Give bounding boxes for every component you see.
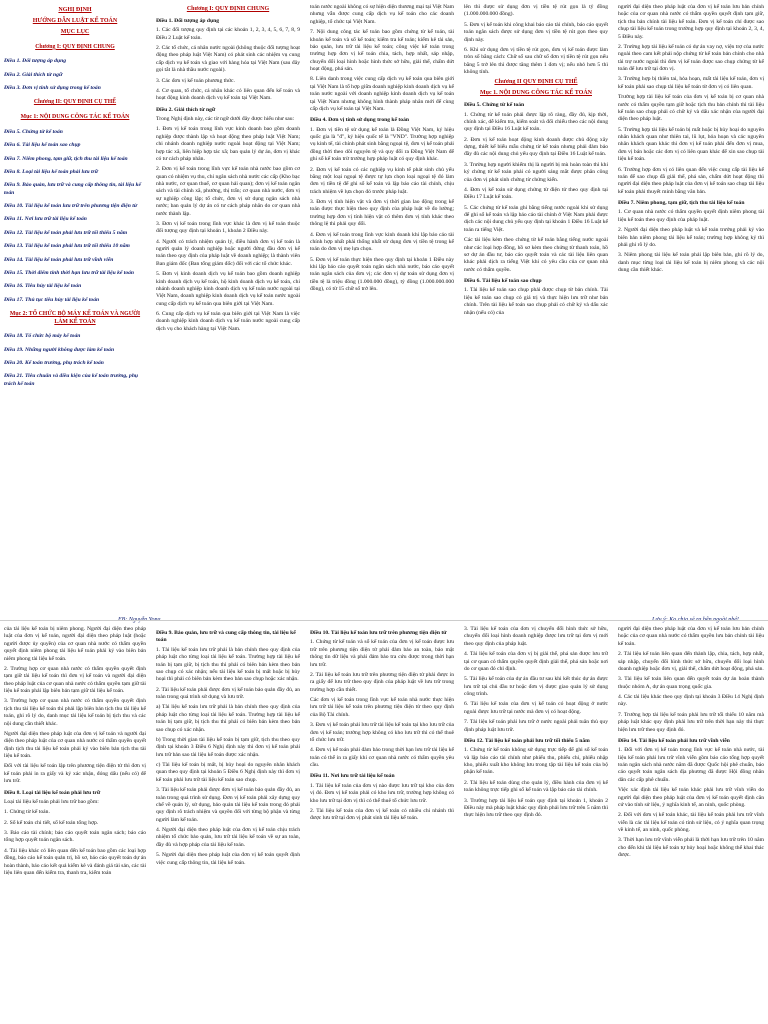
- article-heading: Điều 7. Niêm phong, tạm giữ, tịch thu tài liệu kế toán: [618, 200, 745, 206]
- paragraph: 3. Trường hợp cơ quan nhà nước có thẩm quyền quyết định tịch thu tài liệu kế toán thì phải lập biên bản tịch thu tài liệu kế toán, ghi rõ lý do, danh mục tài liệu kế toán bị tịch thu và các nội dung cần thiết khác.: [4, 698, 146, 727]
- toc-item[interactable]: Điều 9. Bảo quản, lưu trữ và cung cấp thông tin, tài liệu kế toán: [4, 182, 141, 196]
- paragraph: 5. Đơn vị kế toán khi công khai báo cáo tài chính, báo cáo quyết toán ngân sách được sử dụng đơn vị tiền tệ rút gọn theo quy định này.: [464, 21, 608, 43]
- paragraph: 2. Các tổ chức, cá nhân nước ngoài (không thuộc đối tượng hoạt động theo pháp luật Việt Nam) có phát sinh các nhiệm vụ cung cấp dịch vụ kế toán và giao với hàng hóa tại Việt Nam (sau đây gọi tắt là nhà thầu nước ngoài).: [156, 45, 300, 74]
- paragraph: 1. Đối với đơn vị kế toán trong lĩnh vực kế toán nhà nước, tài liệu kế toán phải lưu trữ vĩnh viễn gồm báo cáo tổng hợp quyết toán ngân sách nhà nước năm đã được Quốc hội phê chuẩn, báo cáo quyết toán ngân sách địa phương đã được Hội đồng nhân dân các cấp phê chuẩn.: [618, 747, 764, 783]
- paragraph: 1. Tài liệu kế toán lưu trữ phải là bản chính theo quy định của pháp luật cho từng loại tài liệu kế toán. Trường hợp tài liệu kế toán bị tạm giữ, bị tịch thu thì phải có biên bản kèm theo bản sao chụp có xác nhận; nếu tài liệu kế toán bị mất hoặc bị hủy hoại thì phải có biên bản kèm theo bản sao chụp hoặc xác nhận.: [156, 646, 300, 683]
- paragraph: 3. Báo cáo tài chính; báo cáo quyết toán ngân sách; báo cáo tổng hợp quyết toán ngân sách.: [4, 830, 146, 844]
- table-of-contents: [4, 4, 146, 610]
- paragraph: 2. Tài liệu kế toán lưu trữ trên phương tiện điện tử phải được in ra giấy để lưu trữ theo quy định của pháp luật về lưu trữ trong trường hợp cần thiết.: [310, 671, 454, 693]
- toc-item[interactable]: Điều 3. Đơn vị tính sử dụng trong kế toán: [4, 85, 101, 92]
- paragraph: 7. Tài liệu kế toán phải lưu trữ ở nước ngoài phải tuân thủ quy định pháp luật lưu trữ.: [464, 719, 608, 733]
- lower-page: [0, 622, 768, 1024]
- paragraph: 2. Người đại diện theo pháp luật và kế toán trưởng phải ký vào biên bản niêm phong tài liệu kế toán; trường hợp không ký thì phải ghi rõ lý do.: [618, 227, 764, 248]
- chapter-heading: Chương II QUY ĐỊNH CỤ THỂ: [494, 79, 578, 86]
- paragraph: 4. Đơn vị kế toán phải đảm bảo trong thời hạn lưu trữ tài liệu kế toán có thể in ra giấy khi cơ quan nhà nước có thẩm quyền yêu cầu.: [310, 747, 454, 768]
- paragraph: a) Tài liệu kế toán lưu trữ phải là bản chính theo quy định của pháp luật cho từng loại tài liệu kế toán. Trường hợp tài liệu kế toán bị tạm giữ, bị tịch thu thì phải có biên bản kèm theo bản sao chụp có xác nhận.: [156, 704, 300, 733]
- section-heading: Mục 1. NỘI DUNG CÔNG TÁC KẾ TOÁN: [479, 90, 592, 97]
- toc-chapter-1: Chương I: QUY ĐỊNH CHUNG: [35, 43, 115, 50]
- paragraph: 2. Trường hợp tài liệu kế toán có dự án vay nợ, viện trợ của nước ngoài theo cam kết phải nộp chứng từ kế toán bản chính cho nhà tài trợ nước ngoài thì đơn vị kế toán được sao chụp chứng từ kế toán để lưu trữ tại đơn vị.: [618, 43, 764, 72]
- article-heading: Điều 6. Tài liệu kế toán sao chụp: [464, 278, 542, 285]
- paragraph: 5. Trường hợp tài liệu kế toán bị mất hoặc bị hủy hoại do nguyên nhân khách quan như thiên tai, lũ lụt, hỏa hoạn và các nguyên nhân khách quan khác thì đơn vị kế toán phải đến đơn vị mua, đơn vị bán hoặc các đơn vị có liên quan khác để xin sao chụp tài liệu kế toán.: [618, 126, 764, 163]
- paragraph: 2. Đơn vị kế toán hoạt động kinh doanh được chủ động xây dựng, thiết kế biểu mẫu chứng từ kế toán nhưng phải đảm bảo đầy đủ các nội dung chủ yếu quy định tại Điều 16 Luật kế toán.: [464, 136, 608, 158]
- toc-title-1: NGHỊ ĐỊNH: [58, 7, 92, 13]
- column-4: [464, 626, 608, 1022]
- column-2: [156, 4, 300, 610]
- paragraph: Người đại diện theo pháp luật của đơn vị kế toán và người đại diện theo pháp luật của cơ quan nhà nước có thẩm quyền quyết định tịch thu tài liệu kế toán phải ký vào biên bản tịch thu tài liệu kế toán.: [4, 730, 146, 759]
- toc-item[interactable]: Điều 14. Tài liệu kế toán phải lưu trữ vĩnh viễn: [4, 256, 114, 263]
- article-heading: Điều 11. Nơi lưu trữ tài liệu kế toán: [310, 773, 395, 780]
- paragraph: 2. Trường hợp cơ quan nhà nước có thẩm quyền quyết định tạm giữ tài liệu kế toán thì đơn vị kế toán và người đại diện theo pháp luật của cơ quan nhà nước có thẩm quyền tạm giữ tài liệu kế toán phải lập biên bản tạm giữ tài liệu kế toán.: [4, 665, 146, 694]
- paragraph: 3. Tài liệu kế toán của đơn vị chuyển đổi hình thức sở hữu, chuyển đổi loại hình doanh nghiệp được lưu trữ tại đơn vị mới theo quy định của pháp luật.: [464, 626, 608, 647]
- paragraph: 3. Tài liệu kế toán phải được đơn vị kế toán bảo quản đầy đủ, an toàn trong quá trình sử dụng. Đơn vị kế toán phải xây dựng quy chế về quản lý, sử dụng, bảo quản tài liệu kế toán trong đó phải quy định rõ trách nhiệm và quyền đối với từng bộ phận và từng người làm kế toán.: [156, 787, 300, 823]
- toc-item[interactable]: Điều 20. Kế toán trưởng, phụ trách kế toán: [4, 360, 104, 367]
- article-heading: Điều 1. Đối tượng áp dụng: [156, 17, 220, 24]
- paragraph: 3. Niêm phong tài liệu kế toán phải lập biên bản, ghi rõ lý do, danh mục từng loại tài liệu kế toán bị niêm phong và các nội dung cần thiết khác.: [618, 252, 764, 273]
- paragraph: 2. Tài liệu kế toán dùng cho quản lý, điều hành của đơn vị kế toán không trực tiếp ghi sổ kế toán và lập báo cáo tài chính.: [464, 779, 608, 794]
- paragraph: 1. Đơn vị tiền tệ sử dụng kế toán là Đồng Việt Nam, ký hiệu quốc gia là "đ", ký hiệu quốc tế là "VND". Trường hợp nghiệp vụ kinh tế, tài chính phát sinh bằng ngoại tệ, đơn vị kế toán phải đồng thời theo dõi nguyên tệ và quy đổi ra Đồng Việt Nam để ghi sổ kế toán trừ trường hợp pháp luật có quy định khác.: [310, 126, 454, 163]
- paragraph: Các đơn vị kế toán trong lĩnh vực kế toán nhà nước thực hiện lưu trữ tài liệu kế toán trên phương tiện điện tử theo quy định của Bộ Tài chính.: [310, 697, 454, 718]
- article-heading: Điều 8. Loại tài liệu kế toán phải lưu trữ: [4, 789, 101, 796]
- paragraph: 3. Đơn vị kế toán trong lĩnh vực khác là đơn vị kế toán thuộc đối tượng quy định tại khoản 1, khoản 2 Điều này.: [156, 220, 300, 235]
- paragraph: 2. Tài liệu kế toán phải được đơn vị kế toán bảo quản đầy đủ, an toàn trong quá trình sử dụng và lưu trữ.: [156, 686, 300, 700]
- column-5: [618, 626, 764, 1022]
- paragraph: Trong Nghị định này, các từ ngữ dưới đây được hiểu như sau:: [156, 116, 295, 123]
- paragraph: 5. Đơn vị kinh doanh dịch vụ kế toán bao gồm doanh nghiệp kinh doanh dịch vụ kế toán, hộ kinh doanh dịch vụ kế toán, chi nhánh doanh nghiệp kinh doanh dịch vụ kế toán nước ngoài tại Việt Nam, doanh nghiệp kinh doanh dịch vụ kế toán nước ngoài cung cấp dịch vụ kế toán qua biên giới tại Việt Nam.: [156, 271, 300, 307]
- paragraph: 6. Khi sử dụng đơn vị tiền tệ rút gọn, đơn vị kế toán được làm tròn số bằng cách: Chữ số sau chữ số đơn vị tiền tệ rút gọn nếu bằng 5 trở lên thì được tăng thêm 1 đơn vị; nếu nhỏ hơn 5 thì không tính.: [464, 46, 608, 75]
- toc-item[interactable]: Điều 7. Niêm phong, tạm giữ, tịch thu tài liệu kế toán: [4, 155, 128, 162]
- toc-item[interactable]: Điều 17. Thủ tục tiêu hủy tài liệu kế toán: [4, 296, 100, 303]
- toc-item[interactable]: Điều 2. Giải thích từ ngữ: [4, 71, 63, 78]
- paragraph: 7. Trường hợp tài liệu kế toán phải lưu trữ tối thiểu 10 năm mà pháp luật khác quy định phải lưu trữ trên thời hạn này thì thực hiện lưu trữ theo quy định đó.: [618, 711, 764, 733]
- paragraph: 3. Đơn vị kế toán phải lưu trữ tài liệu kế toán tại kho lưu trữ của đơn vị kế toán; trường hợp không có kho lưu trữ thì có thể thuê tổ chức lưu trữ.: [310, 722, 454, 743]
- toc-item[interactable]: Điều 21. Tiêu chuẩn và điều kiện của kế toán trưởng, phụ trách kế toán: [4, 373, 139, 387]
- paragraph: 3. Đơn vị tính hiện vật và đơn vị thời gian lao động trong kế toán được thực hiện theo quy định của pháp luật về đo lường; trường hợp đơn vị tính hiện vật có thêm đơn vị tính khác theo thông lệ thì phải quy đổi.: [310, 199, 454, 228]
- paragraph: 5. Người đại diện theo pháp luật của đơn vị kế toán quyết định việc cung cấp thông tin, tài liệu kế toán.: [156, 852, 300, 866]
- paragraph: 2. Đối với đơn vị kế toán khác, tài liệu kế toán phải lưu trữ vĩnh viễn là các tài liệu kế toán có tính sử liệu, có ý nghĩa quan trọng về kinh tế, an ninh, quốc phòng.: [618, 812, 764, 833]
- article-heading: Điều 5. Chứng từ kế toán: [464, 102, 525, 109]
- article-heading: Điều 10. Tài liệu kế toán lưu trữ trên phương tiện điện tử: [310, 630, 447, 636]
- paragraph: 7. Nội dung công tác kế toán bao gồm chứng từ kế toán, tài khoản kế toán và sổ kế toán; kiểm tra kế toán; kiểm kê tài sản, bảo quản, lưu trữ tài liệu kế toán; công việc kế toán trong trường hợp đơn vị kế toán chia, tách, hợp nhất, sáp nhập, chuyển đổi loại hình hoặc hình thức sở hữu, giải thể, chấm dứt hoạt động, phá sản.: [310, 29, 454, 72]
- paragraph: 3. Tài liệu kế toán liên quan đến quyết toán dự án hoàn thành thuộc nhóm A, dự án quan trọng quốc gia.: [618, 676, 764, 690]
- paragraph: 5. Các chứng từ kế toán ghi bằng tiếng nước ngoài khi sử dụng để ghi sổ kế toán và lập báo cáo tài chính ở Việt Nam phải được dịch các nội dung chủ yếu quy định tại khoản 1 Điều 16 Luật kế toán ra tiếng Việt.: [464, 204, 608, 233]
- paragraph: Việc xác định tài liệu kế toán khác phải lưu trữ vĩnh viễn do người đại diện theo pháp luật của đơn vị kế toán quyết định căn cứ vào tính sử liệu, ý nghĩa kinh tế, an ninh, quốc phòng.: [618, 787, 764, 808]
- paragraph: b) Trong thời gian tài liệu kế toán bị tạm giữ, tịch thu theo quy định tại khoản 3 Điều 6 Nghị định này thì đơn vị kế toán phải lưu trữ bản sao tài liệu kế toán được xác nhận.: [156, 736, 300, 758]
- paragraph: 1. Tài liệu kế toán sao chụp phải được chụp từ bản chính. Tài liệu kế toán sao chụp có giá trị và thực hiện lưu trữ như bản chính. Trên tài liệu kế toán sao chụp phải có chữ ký và dấu xác nhận (nếu có) của: [464, 287, 608, 316]
- paragraph: Trường hợp tài liệu kế toán của đơn vị kế toán bị cơ quan nhà nước có thẩm quyền tạm giữ hoặc tịch thu bản chính thì tài liệu kế toán sao chụp phải có chữ ký và dấu xác nhận của người đại diện theo pháp luật.: [618, 94, 764, 123]
- toc-chapter-2: Chương II: QUY ĐỊNH CỤ THỂ: [33, 99, 117, 106]
- paragraph: 4. Người có trách nhiệm quản lý, điều hành đơn vị kế toán là người quản lý doanh nghiệp hoặc người đứng đầu đơn vị kế toán theo quy định của pháp luật về doanh nghiệp; là thành viên Ban giám đốc (Ban tổng giám đốc) đối với các tổ chức khác.: [156, 238, 300, 267]
- paragraph: 4. Người đại diện theo pháp luật của đơn vị kế toán chịu trách nhiệm tổ chức bảo quản, lưu trữ tài liệu kế toán về sự an toàn, đầy đủ và hợp pháp của tài liệu kế toán.: [156, 827, 300, 848]
- paragraph: 5. Đơn vị kế toán thực hiện theo quy định tại khoản 1 Điều này khi lập báo cáo quyết toán ngân sách nhà nước, báo cáo quyết toán ngân sách của đơn vị; các đơn vị dự toán sử dụng đơn vị tiền tệ là triệu đồng (1.000.000 đồng), tỷ đồng (1.000.000.000 đồng), có từ 15 chữ số trở lên.: [310, 256, 454, 293]
- article-heading: Điều 9. Bảo quản, lưu trữ và cung cấp thông tin, tài liệu kế toán: [156, 630, 296, 644]
- paragraph: của tài liệu kế toán bị niêm phong. Người đại diện theo pháp luật của đơn vị kế toán, người đại diện theo pháp luật (hoặc người được ủy quyền) của cơ quan nhà nước có thẩm quyền quyết định niêm phong tài liệu kế toán phải ký vào biên bản niêm phong tài liệu kế toán.: [4, 626, 146, 662]
- article-heading: Điều 4. Đơn vị tính sử dụng trong kế toán: [310, 117, 409, 124]
- paragraph: 1. Đơn vị kế toán trong lĩnh vực kinh doanh bao gồm doanh nghiệp được thành lập và hoạt động theo pháp luật Việt Nam; chi nhánh doanh nghiệp nước ngoài hoạt động tại Việt Nam; hợp tác xã, liên hiệp hợp tác xã; ban quản lý dự án, đơn vị khác có tư cách pháp nhân.: [156, 126, 300, 162]
- toc-item[interactable]: Điều 10. Tài liệu kế toán lưu trữ trên phương tiện điện tử: [4, 203, 138, 210]
- paragraph: toán nước ngoài không có sự hiện diện thương mại tại Việt Nam nhưng vẫn được cung cấp dịch vụ kế toán cho các doanh nghiệp, tổ chức tại Việt Nam.: [310, 4, 454, 25]
- toc-item[interactable]: Điều 13. Tài liệu kế toán phải lưu trữ tối thiểu 10 năm: [4, 243, 130, 250]
- toc-section-2: Mục 2: TỔ CHỨC BỘ MÁY KẾ TOÁN VÀ NGƯỜI LÀM KẾ TOÁN: [9, 311, 141, 325]
- paragraph: 6. Cung cấp dịch vụ kế toán qua biên giới tại Việt Nam là việc doanh nghiệp kinh doanh dịch vụ kế toán nước ngoài cung cấp dịch vụ cho khách hàng tại Việt Nam.: [156, 311, 300, 332]
- toc-item[interactable]: Điều 5. Chứng từ kế toán: [4, 128, 63, 135]
- paragraph: 1. Chứng từ kế toán và sổ kế toán của đơn vị kế toán được lưu trữ trên phương tiện điện tử phải đảm bảo an toàn, bảo mật thông tin dữ liệu và phải đảm bảo tra cứu được trong thời hạn lưu trữ.: [310, 639, 454, 668]
- paragraph: c) Tài liệu kế toán bị mất, bị hủy hoại do nguyên nhân khách quan theo quy định tại khoản 5 Điều 6 Nghị định này thì đơn vị kế toán phải lưu trữ tài liệu kế toán sao chụp.: [156, 762, 300, 783]
- paragraph: Các tài liệu kèm theo chứng từ kế toán bằng tiếng nước ngoài như các loại hợp đồng, hồ sơ kèm theo chứng từ thanh toán, hồ sơ dự án đầu tư, báo cáo quyết toán và các tài liệu liên quan khác phải dịch ra tiếng Việt khi có yêu cầu của cơ quan nhà nước có thẩm quyền.: [464, 237, 608, 273]
- paragraph: 4. Tài liệu khác có liên quan đến kế toán bao gồm các loại hợp đồng, báo cáo kế toán quản trị, hồ sơ, báo cáo quyết toán dự án hoàn thành, báo cáo kết quả kiểm kê và đánh giá tài sản, các tài liệu liên quan đến kiểm tra, thanh tra, kiểm toán: [4, 847, 146, 876]
- toc-item[interactable]: Điều 15. Thời điểm tính thời hạn lưu trữ tài liệu kế toán: [4, 269, 135, 276]
- paragraph: 3. Trường hợp tài liệu kế toán quy định tại khoản 1, khoản 2 Điều này mà pháp luật khác quy định phải lưu trữ trên 5 năm thì thực hiện lưu trữ theo quy định đó.: [464, 797, 608, 819]
- paragraph: 4. Các tài liệu khác theo quy định tại khoản 3 Điều 14 Nghị định này.: [618, 694, 764, 708]
- toc-item[interactable]: Điều 16. Tiêu hủy tài liệu kế toán: [4, 283, 82, 290]
- toc-title-2: HƯỚNG DẪN LUẬT KẾ TOÁN: [32, 17, 118, 24]
- paragraph: lên thì được sử dụng đơn vị tiền tệ rút gọn là tỷ đồng (1.000.000.000 đồng).: [464, 4, 608, 18]
- toc-item[interactable]: Điều 12. Tài liệu kế toán phải lưu trữ tối thiểu 5 năm: [4, 229, 128, 236]
- column-5: [618, 4, 764, 610]
- toc-item[interactable]: Điều 18. Tổ chức bộ máy kế toán: [4, 333, 81, 340]
- paragraph: 1. Chứng từ kế toán không sử dụng trực tiếp để ghi sổ kế toán và lập báo cáo tài chính như phiếu thu, phiếu chi, phiếu nhập kho, phiếu xuất kho không lưu trong tập tài liệu kế toán của bộ phận kế toán.: [464, 747, 608, 776]
- article-heading: Điều 14. Tài liệu kế toán phải lưu trữ vĩnh viễn: [618, 737, 730, 744]
- column-1: [4, 626, 146, 1022]
- paragraph: 6. Trường hợp đơn vị có liên quan đến việc cung cấp tài liệu kế toán để sao chụp đã giải thể, phá sản, chấm dứt hoạt động thì người đại diện theo pháp luật của đơn vị kế toán sao chụp tài liệu kế toán phải thuyết minh bằng văn bản.: [618, 166, 764, 195]
- chapter-heading: Chương I: QUY ĐỊNH CHUNG: [186, 6, 270, 12]
- paragraph: 4. Cơ quan, tổ chức, cá nhân khác có liên quan đến kế toán và hoạt động kinh doanh dịch vụ kế toán tại Việt Nam.: [156, 87, 300, 102]
- toc-title-3: MỤC LỤC: [60, 28, 90, 35]
- paragraph: người đại diện theo pháp luật của đơn vị kế toán lưu bản chính hoặc của cơ quan nhà nước có thẩm quyền lưu bản chính tài liệu kế toán.: [618, 626, 764, 647]
- paragraph: 5. Tài liệu kế toán của dự án đầu tư sau khi kết thúc dự án được lưu trữ tại chủ đầu tư hoặc đơn vị được giao quản lý sử dụng công trình.: [464, 676, 608, 697]
- paragraph: 8. Liên danh trong việc cung cấp dịch vụ kế toán qua biên giới tại Việt Nam là tổ hợp giữa doanh nghiệp kinh doanh dịch vụ kế toán nước ngoài với doanh nghiệp kinh doanh dịch vụ kế toán tại Việt Nam nhưng không hình thành pháp nhân mới để cùng cấp dịch vụ kế toán tại Việt Nam.: [310, 76, 454, 112]
- paragraph: 1. Các đối tượng quy định tại các khoản 1, 2, 3, 4, 5, 6, 7, 8, 9 Điều 2 Luật kế toán.: [156, 27, 300, 41]
- paragraph: 4. Đơn vị kế toán trong lĩnh vực kinh doanh khi lập báo cáo tài chính hợp nhất phải thống nhất sử dụng đơn vị tiền tệ trong kế toán do đơn vị mẹ lựa chọn.: [310, 231, 454, 253]
- paragraph: 4. Đơn vị kế toán sử dụng chứng từ điện tử theo quy định tại Điều 17 Luật kế toán.: [464, 186, 608, 201]
- paragraph: 1. Chứng từ kế toán.: [4, 809, 50, 816]
- toc-item[interactable]: Điều 8. Loại tài liệu kế toán phải lưu trữ: [4, 168, 99, 175]
- toc-item[interactable]: Điều 6. Tài liệu kế toán sao chụp: [4, 142, 81, 149]
- paragraph: người đại diện theo pháp luật của đơn vị kế toán lưu bản chính hoặc của cơ quan nhà nước có thẩm quyền quyết định tạm giữ, tịch thu bản chính tài liệu kế toán. Đơn vị kế toán chỉ được sao chụp tài liệu kế toán trong trường hợp quy định tại khoản 2, 3, 4, 5 Điều này.: [618, 4, 764, 40]
- paragraph: Đối với tài liệu kế toán lập trên phương tiện điện tử thì đơn vị kế toán phải in ra giấy và ký xác nhận, đóng dấu (nếu có) để lưu trữ.: [4, 763, 146, 785]
- paragraph: 1. Cơ quan nhà nước có thẩm quyền quyết định niêm phong tài liệu kế toán theo quy định của pháp luật.: [618, 209, 764, 223]
- paragraph: 2. Đơn vị kế toán trong lĩnh vực kế toán nhà nước bao gồm cơ quan có nhiệm vụ thu, chi ngân sách nhà nước các cấp (Kho bạc nhà nước, cơ quan thuế, cơ quan hải quan); đơn vị kế toán ngân sách và tài chính xã, phường, thị trấn; cơ quan nhà nước, đơn vị sự nghiệp công lập; tổ chức, đơn vị sử dụng ngân sách nhà nước; ban quản lý dự án có tư cách pháp nhân do cơ quan nhà nước thành lập.: [156, 166, 300, 217]
- article-heading: Điều 2. Giải thích từ ngữ: [156, 106, 216, 113]
- paragraph: 3. Trường hợp bị thiên tai, hỏa hoạn, mất tài liệu kế toán, đơn vị kế toán phải sao chụp tài liệu kế toán từ đơn vị có liên quan.: [618, 76, 764, 90]
- paragraph: 3. Trường hợp người khiếm thị là người bị mù hoàn toàn thì khi ký chứng từ kế toán phải có người sáng mắt được phân công của đơn vị phát sinh chứng từ chứng kiến.: [464, 161, 608, 183]
- column-2: [156, 626, 300, 1022]
- toc-item[interactable]: Điều 19. Những người không được làm kế toán: [4, 346, 115, 353]
- paragraph: 6. Tài liệu kế toán của đơn vị kế toán có hoạt động ở nước ngoài được lưu trữ tại nước mà đơn vị có hoạt động.: [464, 701, 608, 715]
- paragraph: 2. Tài liệu kế toán của đơn vị kế toán có nhiều chi nhánh thì được lưu trữ tại đơn vị phát sinh tài liệu kế toán.: [310, 807, 454, 822]
- paragraph: 3. Các đơn vị kế toán phương thức.: [156, 77, 235, 84]
- paragraph: 2. Đơn vị kế toán có các nghiệp vụ kinh tế phát sinh chủ yếu bằng một loại ngoại tệ được tự lựa chọn loại ngoại tệ đó làm đơn vị tiền tệ để ghi sổ kế toán và lập báo cáo tài chính, chịu trách nhiệm về lựa chọn đó trước pháp luật.: [310, 166, 454, 195]
- column-4: [464, 4, 608, 610]
- paragraph: 2. Tài liệu kế toán liên quan đến thành lập, chia, tách, hợp nhất, sáp nhập, chuyển đổi hình thức sở hữu, chuyển đổi loại hình doanh nghiệp hoặc đơn vị, giải thể, chấm dứt hoạt động, phá sản.: [618, 651, 764, 672]
- column-3: [310, 4, 454, 610]
- paragraph: Loại tài liệu kế toán phải lưu trữ bao gồm:: [4, 798, 99, 805]
- page-divider: [0, 620, 768, 621]
- article-heading: Điều 12. Tài liệu kế toán phải lưu trữ tối thiểu 5 năm: [464, 737, 590, 744]
- paragraph: 1. Tài liệu kế toán của đơn vị nào được lưu trữ tại kho của đơn vị đó. Đơn vị kế toán phải có kho lưu trữ, trường hợp không có kho lưu trữ tại đơn vị thì có thể thuê tổ chức lưu trữ.: [310, 782, 454, 804]
- paragraph: 1. Chứng từ kế toán phải được lập rõ ràng, đầy đủ, kịp thời, chính xác, dễ kiểm tra, kiểm soát và đối chiếu theo các nội dung quy định tại Điều 16 Luật kế toán.: [464, 111, 608, 133]
- column-3: [310, 626, 454, 1022]
- paragraph: 4. Tài liệu kế toán của đơn vị bị giải thể, phá sản được lưu trữ tại cơ quan có thẩm quyền quyết định giải thể, phá sản hoặc nơi do cơ quan đó chỉ định.: [464, 651, 608, 672]
- toc-item[interactable]: Điều 11. Nơi lưu trữ tài liệu kế toán: [4, 216, 87, 223]
- toc-section-1: Mục 1: NỘI DUNG CÔNG TÁC KẾ TOÁN: [20, 114, 130, 121]
- toc-item[interactable]: Điều 1. Đối tượng áp dụng: [4, 58, 66, 65]
- paragraph: 2. Sổ kế toán chi tiết, sổ kế toán tổng hợp.: [4, 819, 99, 826]
- paragraph: 3. Thời hạn lưu trữ vĩnh viễn phải là thời hạn lưu trữ trên 10 năm cho đến khi tài liệu kế toán tự hủy hoại hoặc không thể khai thác được.: [618, 837, 764, 859]
